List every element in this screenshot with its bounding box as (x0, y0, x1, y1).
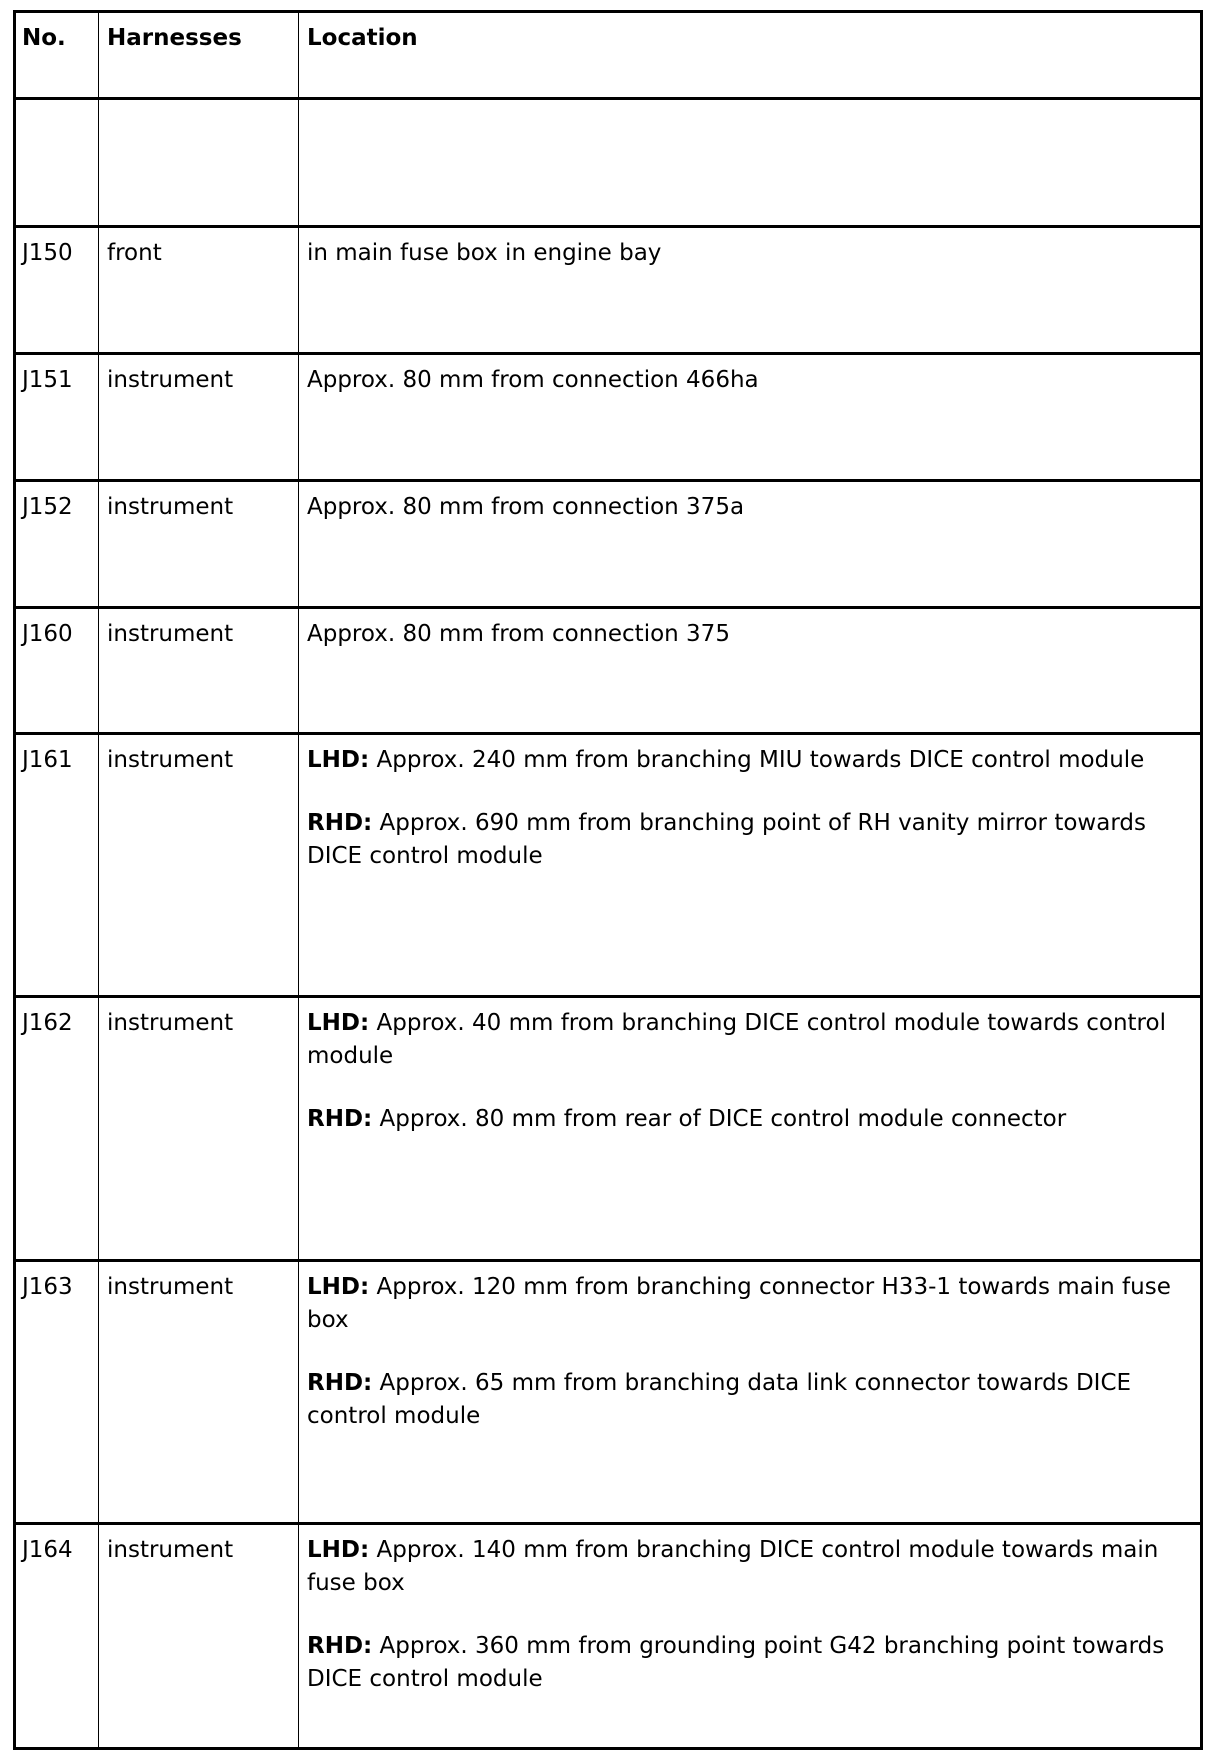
lhd-label: LHD: (307, 1274, 370, 1300)
table-header-row (15, 12, 1202, 99)
location-lhd (307, 1534, 1192, 1600)
cell-harness: instrument (99, 481, 299, 608)
rhd-text: Approx. 80 mm from rear of DICE control module connector (372, 1106, 1067, 1132)
cell-location (299, 997, 1202, 1261)
cell-location (299, 1261, 1202, 1524)
cell-no: J163 (15, 1261, 99, 1524)
location-text: Approx. 80 mm from connection 375 (307, 621, 730, 647)
location-rhd (307, 1630, 1192, 1696)
cell-location (299, 608, 1202, 734)
lhd-text: Approx. 120 mm from branching connector H33-1 towards main fuse box (307, 1274, 1171, 1333)
cell-location (299, 227, 1202, 354)
header-harnesses: Harnesses (99, 12, 299, 99)
header-no: No. (15, 12, 99, 99)
cell-harness: instrument (99, 1524, 299, 1749)
lhd-text: Approx. 240 mm from branching MIU towards DICE control module (369, 747, 1145, 773)
cell-no: J152 (15, 481, 99, 608)
cell-no: J162 (15, 997, 99, 1261)
location-rhd (307, 1103, 1192, 1136)
location-lhd (307, 1271, 1192, 1337)
header-location: Location (299, 12, 1202, 99)
cell-no: J150 (15, 227, 99, 354)
lhd-label: LHD: (307, 1010, 370, 1036)
table-row (15, 99, 1202, 227)
location-text: in main fuse box in engine bay (307, 240, 662, 266)
location-rhd (307, 807, 1192, 873)
cell-harness: instrument (99, 1261, 299, 1524)
table-row (15, 1524, 1202, 1749)
table-row (15, 608, 1202, 734)
lhd-label: LHD: (307, 1537, 370, 1563)
connector-location-table (13, 10, 1203, 1750)
table-row (15, 354, 1202, 481)
cell-harness: instrument (99, 608, 299, 734)
rhd-label: RHD: (307, 1633, 373, 1659)
cell-location (299, 734, 1202, 997)
table-row (15, 1261, 1202, 1524)
table-row (15, 997, 1202, 1261)
cell-location (299, 1524, 1202, 1749)
lhd-text: Approx. 140 mm from branching DICE control module towards main fuse box (307, 1537, 1159, 1596)
cell-location (299, 99, 1202, 227)
rhd-text: Approx. 690 mm from branching point of RH vanity mirror towards DICE control module (307, 810, 1146, 869)
cell-harness: instrument (99, 354, 299, 481)
lhd-text: Approx. 40 mm from branching DICE control module towards control module (307, 1010, 1166, 1069)
location-lhd (307, 744, 1192, 777)
rhd-text: Approx. 360 mm from grounding point G42 branching point towards DICE control module (307, 1633, 1165, 1692)
location-rhd (307, 1367, 1192, 1433)
table-row (15, 481, 1202, 608)
cell-no: J164 (15, 1524, 99, 1749)
rhd-label: RHD: (307, 1370, 373, 1396)
cell-no: J160 (15, 608, 99, 734)
location-text: Approx. 80 mm from connection 375a (307, 494, 745, 520)
cell-no (15, 99, 99, 227)
cell-location (299, 354, 1202, 481)
cell-harness: instrument (99, 734, 299, 997)
table-row (15, 734, 1202, 997)
cell-location (299, 481, 1202, 608)
cell-harness: front (99, 227, 299, 354)
rhd-label: RHD: (307, 1106, 373, 1132)
location-lhd (307, 1007, 1192, 1073)
cell-no: J151 (15, 354, 99, 481)
table-row (15, 227, 1202, 354)
lhd-label: LHD: (307, 747, 370, 773)
rhd-text: Approx. 65 mm from branching data link connector towards DICE control module (307, 1370, 1132, 1429)
cell-harness (99, 99, 299, 227)
rhd-label: RHD: (307, 810, 373, 836)
cell-harness: instrument (99, 997, 299, 1261)
location-text: Approx. 80 mm from connection 466ha (307, 367, 759, 393)
cell-no: J161 (15, 734, 99, 997)
